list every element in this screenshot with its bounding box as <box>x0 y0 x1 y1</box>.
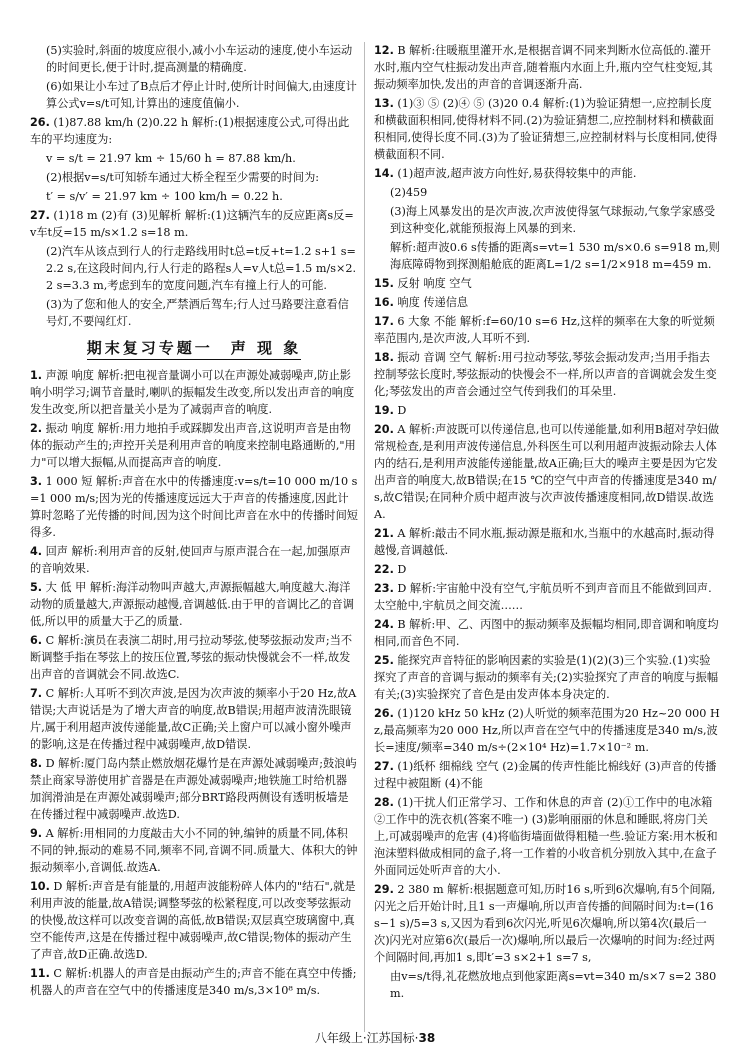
answer-text: (1)18 m (2)有 (3)见解析 解析:(1)这辆汽车的反应距离s反=v车t反=15 m/s×1.2 s=18 m. <box>30 209 354 239</box>
left-column <box>30 42 358 1001</box>
question-number: 14. <box>374 167 394 180</box>
section-title-text: 期末复习专题一 声 现 象 <box>87 339 301 360</box>
answer-text: 2 380 m 解析:根据题意可知,历时16 s,听到6次爆响,有5个间隔,闪光之后开始计时,且1 s一声爆响,所以声音传播的间隔时间为:t=(16 s−1 s)/5=3 s,又因为看到6次闪光,听见6次爆响,所以第4次(最后一次)闪光对应第6次(最后一次)爆响,所以最后一次爆响的时间为:经过两个间隔时间,再加1 s,即t′=3 s×2+1 s=7 s, <box>374 883 716 964</box>
answer-paragraph <box>30 78 358 112</box>
answer-paragraph <box>30 420 358 471</box>
answer-text: 回声 解析:利用声音的反射,使回声与原声混合在一起,加强原声的音响效果. <box>30 545 351 575</box>
answer-text: A 解析:用相同的力度敲击大小不同的钟,编钟的质量不同,体积不同的钟,振动的难易不同,频率不同,音调不同.质量大、体积大的钟振动频率小,音调低.故选A. <box>30 827 358 874</box>
answer-paragraph <box>374 294 720 311</box>
answer-paragraph <box>30 207 358 241</box>
answer-paragraph <box>30 243 358 294</box>
answer-paragraph <box>374 616 720 650</box>
answer-paragraph <box>374 561 720 578</box>
question-number: 4. <box>30 545 43 558</box>
question-number: 27. <box>30 209 50 222</box>
answer-text: A 解析:敲击不同水瓶,振动源是瓶和水,当瓶中的水越高时,振动得越慢,音调越低. <box>374 527 715 557</box>
question-number: 16. <box>374 296 394 309</box>
answer-text: 大 低 甲 解析:海洋动物叫声越大,声源振幅越大,响度越大.海洋动物的质量越大,声源振动越慢,音调越低.由于甲的音调比乙的音调低,所以甲的质量大于乙的质量. <box>30 581 354 628</box>
question-number: 23. <box>374 582 394 595</box>
answer-paragraph <box>30 473 358 541</box>
answer-text: D 解析:厦门岛内禁止燃放烟花爆竹是在声源处减弱噪声;鼓浪屿禁止商家导游使用扩音器是在声源处减弱噪声;地铁施工时给机器加润滑油是在声源处减弱噪声;部分BRT路段两侧设有透明板墙是在传播过程中减弱噪声.故选D. <box>30 757 357 821</box>
answer-paragraph <box>374 580 720 614</box>
question-number: 13. <box>374 97 394 110</box>
question-number: 24. <box>374 618 394 631</box>
answer-text: D 解析:宇宙舱中没有空气,宇航员听不到声音而且不能做到回声.太空舱中,宇航员之间交流…… <box>374 582 712 612</box>
question-number: 11. <box>30 967 50 980</box>
left-answers-part2 <box>30 367 358 999</box>
page-footer <box>0 1030 750 1047</box>
answer-paragraph <box>374 184 720 201</box>
question-number: 26. <box>30 116 50 129</box>
answer-paragraph <box>374 421 720 523</box>
answer-text: B 解析:往暖瓶里灌开水,是根据音调不同来判断水位高低的.灌开水时,瓶内空气柱振动发出声音,随着瓶内水面上升,瓶内空气柱变短,其振动频率加快,发出的声音的音调逐渐升高. <box>374 44 713 91</box>
answer-paragraph <box>30 42 358 76</box>
answer-text: (3)为了您和他人的安全,严禁酒后驾车;行人过马路要注意看信号灯,不要闯红灯. <box>46 298 349 328</box>
answer-text: (2)459 <box>390 186 428 199</box>
answer-paragraph <box>374 95 720 163</box>
question-number: 5. <box>30 581 43 594</box>
answer-text: C 解析:人耳听不到次声波,是因为次声波的频率小于20 Hz,故A错误;大声说话是为了增大声音的响度,故B错误;用超声波清洗眼镜片,属于利用超声波传递能量,故C正确;关上窗户可以减小窗外噪声的影响,这是在传播过程中减弱噪声,故D错误. <box>30 687 357 751</box>
answer-text: 解析:超声波0.6 s传播的距离s=vt=1 530 m/s×0.6 s=918 m,则海底障碍物到探测船舱底的距离L=1/2 s=1/2×918 m=459 m. <box>390 241 720 271</box>
question-number: 25. <box>374 654 394 667</box>
answer-paragraph <box>374 203 720 237</box>
question-number: 2. <box>30 422 43 435</box>
question-number: 21. <box>374 527 394 540</box>
answer-text: t′ = s/v′ = 21.97 km ÷ 100 km/h = 0.22 h. <box>46 190 283 203</box>
footer-text: 八年级上·江苏国标· <box>314 1031 419 1045</box>
question-number: 19. <box>374 404 394 417</box>
answer-paragraph <box>374 349 720 400</box>
answer-text: (6)如果让小车过了B点后才停止计时,使所计时间偏大,由速度计算公式v=s/t可知,计算出的速度值偏小. <box>46 80 357 110</box>
question-number: 7. <box>30 687 43 700</box>
question-number: 10. <box>30 880 50 893</box>
question-number: 1. <box>30 369 43 382</box>
answer-text: 1 000 短 解析:声音在水中的传播速度:v=s/t=10 000 m/10 s=1 000 m/s;因为光的传播速度远远大于声音的传播速度,因此计算时忽略了光传播的时间,因为这个时间比声音在水中的传播时间短得多. <box>30 475 358 539</box>
answer-paragraph <box>30 632 358 683</box>
answer-text: 声源 响度 解析:把电视音量调小可以在声源处减弱噪声,防止影响小明学习;调节音量时,喇叭的振幅发生改变,所以发出声音的响度发生改变,所以把音量关小是为了减弱声音的响度. <box>30 369 355 416</box>
question-number: 15. <box>374 277 394 290</box>
answer-paragraph <box>374 165 720 182</box>
answer-text: B 解析:甲、乙、丙图中的振动频率及振幅均相同,即音调和响度均相同,而音色不同. <box>374 618 719 648</box>
question-number: 6. <box>30 634 43 647</box>
answer-paragraph <box>30 169 358 186</box>
answer-text: D 解析:声音是有能量的,用超声波能粉碎人体内的"结石",就是利用声波的能量,故A错误;调整琴弦的松紧程度,可以改变琴弦振动的快慢,故这样可以改变音调的高低,故B错误;双层真空玻璃窗中,真空不能传声,这是在传播过程中减弱噪声,故C错误;物体的振动产生了声音,故D正确.故选D. <box>30 880 356 961</box>
question-number: 28. <box>374 796 394 809</box>
left-answers-part1 <box>30 42 358 330</box>
answer-text: v = s/t = 21.97 km ÷ 15/60 h = 87.88 km/h. <box>46 152 296 165</box>
answer-text: D <box>397 563 407 576</box>
section-title <box>30 340 358 357</box>
answer-paragraph <box>374 794 720 879</box>
question-number: 8. <box>30 757 43 770</box>
answer-text: (2)根据v=s/t可知轿车通过大桥全程至少需要的时间为: <box>46 171 320 184</box>
answer-paragraph <box>374 705 720 756</box>
answer-text: 响度 传递信息 <box>397 296 469 309</box>
answer-text: (3)海上风暴发出的是次声波,次声波使得氢气球振动,气象学家感受到这种变化,就能预报海上风暴的到来. <box>390 205 716 235</box>
answer-paragraph <box>30 965 358 999</box>
answer-paragraph <box>30 367 358 418</box>
answer-text: D <box>397 404 407 417</box>
answer-paragraph <box>30 150 358 167</box>
answer-text: C 解析:机器人的声音是由振动产生的;声音不能在真空中传播;机器人的声音在空气中的传播速度是340 m/s,3×10⁸ m/s. <box>30 967 357 997</box>
column-divider <box>364 42 365 1032</box>
answer-text: C 解析:演员在表演二胡时,用弓拉动琴弦,使琴弦振动发声;当不断调整手指在琴弦上的按压位置,琴弦的振动快慢就会不一样,故发出声音的音调就会不同.故选C. <box>30 634 353 681</box>
answer-text: (1)③ ⑤ (2)④ ⑤ (3)20 0.4 解析:(1)为验证猜想一,应控制长度和横截面积相同,使得材料不同.(2)为验证猜想二,应控制材料和横截面积相同,使得长度不同.(3)为了验证猜想三,应控制材料与长度相同,使得横截面积不同. <box>374 97 718 161</box>
answer-paragraph <box>30 114 358 148</box>
answer-paragraph <box>30 755 358 823</box>
answer-text: 由v=s/t得,礼花燃放地点到他家距离s=vt=340 m/s×7 s=2 380 m. <box>390 970 717 1000</box>
answer-paragraph <box>374 313 720 347</box>
answer-paragraph <box>374 402 720 419</box>
question-number: 3. <box>30 475 43 488</box>
answer-text: (1)120 kHz 50 kHz (2)人听觉的频率范围为20 Hz~20 000 Hz,最高频率为20 000 Hz,所以声音在空气中的传播速度是340 m/s,波长=速度/频率=340 m/s÷(2×10⁴ Hz)=1.7×10⁻² m. <box>374 707 720 754</box>
question-number: 27. <box>374 760 394 773</box>
answer-text: 振动 响度 解析:用力地拍手或踩脚发出声音,这说明声音是由物体的振动产生的;声控开关是利用声音的响度来控制电路通断的,"用力"可以增大振幅,从而提高声音的响度. <box>30 422 356 469</box>
answer-paragraph <box>30 685 358 753</box>
question-number: 12. <box>374 44 394 57</box>
answer-text: (1)干扰人们正常学习、工作和休息的声音 (2)①工作中的电冰箱 ②工作中的洗衣机(答案不唯一) (3)影响丽丽的休息和睡眠,将房门关上,可减弱噪声的危害 (4)将临街墙面做得粗糙一些.验证方案:用木板和泡沫塑料做成相同的盒子,将一工作着的小收音机分别放入其中,在盒子外面同远处听声音的大小. <box>374 796 718 877</box>
answer-paragraph <box>374 239 720 273</box>
question-number: 17. <box>374 315 394 328</box>
answer-text: (5)实验时,斜面的坡度应很小,减小小车运动的速度,使小车运动的时间更长,便于计时,提高测量的精确度. <box>46 44 353 74</box>
answer-text: (2)汽车从该点到行人的行走路线用时t总=t反+t=1.2 s+1 s=2.2 s,在这段时间内,行人行走的路程s人=v人t总=1.5 m/s×2.2 s=3.3 m,考虑到车的宽度问题,汽车有撞上行人的可能. <box>46 245 357 292</box>
question-number: 29. <box>374 883 394 896</box>
question-number: 26. <box>374 707 394 720</box>
answer-paragraph <box>374 275 720 292</box>
question-number: 18. <box>374 351 394 364</box>
answer-text: A 解析:声波既可以传递信息,也可以传递能量,如利用B超对孕妇做常规检查,是利用声波传递信息,外科医生可以利用超声波振动除去人体内的结石,是利用声波能传递能量,故A正确;巨大的噪声主要是因为它发出声音的响度大,故B错误;在15 ℃的空气中声音的传播速度是340 m/s,故C错误;在同种介质中超声波与次声波传播速度相同,故D错误.故选A. <box>374 423 720 521</box>
answer-paragraph <box>374 42 720 93</box>
question-number: 20. <box>374 423 394 436</box>
answer-text: (1)87.88 km/h (2)0.22 h 解析:(1)根据速度公式,可得出此车的平均速度为: <box>30 116 350 146</box>
right-column <box>374 42 720 1004</box>
answer-paragraph <box>30 878 358 963</box>
answer-paragraph <box>374 758 720 792</box>
answer-paragraph <box>30 188 358 205</box>
answer-paragraph <box>30 543 358 577</box>
answer-text: 能探究声音特征的影响因素的实验是(1)(2)(3)三个实验.(1)实验探究了声音的音调与振动的频率有关;(2)实验探究了声音的响度与振幅有关;(3)实验探究了音色是由发声体本身决定的. <box>374 654 719 701</box>
answer-text: 反射 响度 空气 <box>397 277 472 290</box>
page-number: 38 <box>418 1031 436 1045</box>
answer-paragraph <box>374 525 720 559</box>
answer-text: (1)纸杯 细棉线 空气 (2)金属的传声性能比棉线好 (3)声音的传播过程中被阻断 (4)不能 <box>374 760 717 790</box>
answer-paragraph <box>374 881 720 966</box>
answer-paragraph <box>30 825 358 876</box>
answer-paragraph <box>30 296 358 330</box>
answer-text: 振动 音调 空气 解析:用弓拉动琴弦,琴弦会振动发声;当用手指去控制琴弦长度时,琴弦振动的快慢会不一样,所以声音的音调就会发生变化;琴弦发出的声音会通过空气传到我们的耳朵里. <box>374 351 717 398</box>
answer-paragraph <box>374 968 720 1002</box>
answer-text: 6 大象 不能 解析:f=60/10 s=6 Hz,这样的频率在大象的听觉频率范围内,是次声波,人耳听不到. <box>374 315 715 345</box>
answer-paragraph <box>374 652 720 703</box>
answer-paragraph <box>30 579 358 630</box>
question-number: 22. <box>374 563 394 576</box>
question-number: 9. <box>30 827 43 840</box>
answer-text: (1)超声波,超声波方向性好,易获得较集中的声能. <box>397 167 637 180</box>
